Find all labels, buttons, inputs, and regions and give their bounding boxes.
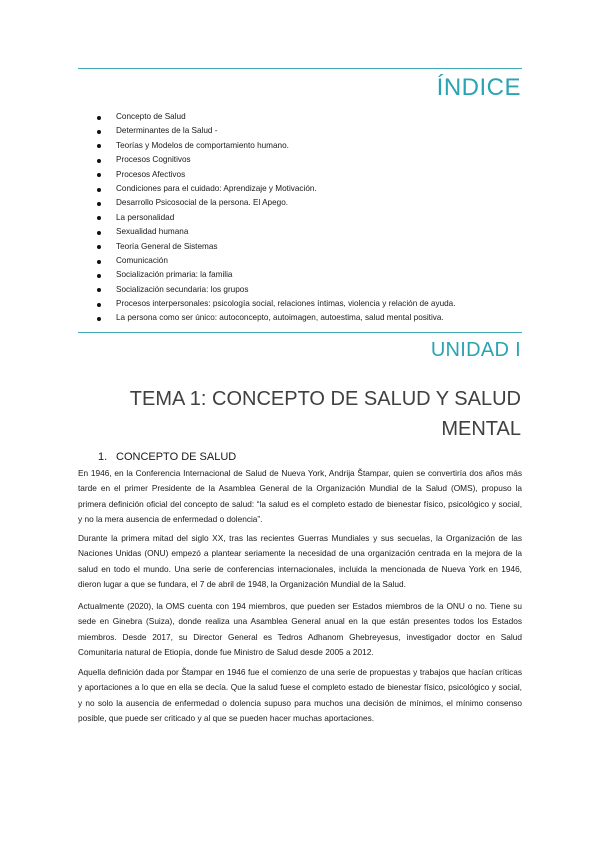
index-item: [96, 240, 526, 254]
index-item-label: Teoría General de Sistemas: [116, 241, 218, 251]
paragraph: Aquella definición dada por Štampar en 1946 fue el comienzo de una serie de propuestas y trabajos que hacían críticas y aportaciones a lo que en ella se decía. Que la salud fuese el completo estado de bienestar físico, psicológico y social, y no solo la ausencia de enfermedad o dolencia supuso para muchos una decisión de mínimos, el mínimo consenso posible, que puede ser criticado y al que se pueden hacer muchas aportaciones.: [78, 667, 522, 724]
index-item: [96, 211, 526, 225]
section-number: 1.: [98, 451, 108, 463]
bullet-icon: [97, 144, 101, 148]
bullet-icon: [97, 317, 101, 321]
index-item-label: Sexualidad humana: [116, 227, 189, 237]
bullet-icon: [97, 231, 101, 235]
index-item-label: Comunicación: [116, 255, 168, 265]
index-item: [96, 254, 526, 268]
index-item: [96, 153, 526, 167]
index-item-label: La persona como ser único: autoconcepto, autoimagen, autoestima, salud mental positiva.: [116, 313, 444, 323]
bullet-icon: [97, 288, 101, 292]
index-item: [96, 124, 526, 138]
index-item-label: Procesos Cognitivos: [116, 155, 191, 165]
index-item: [96, 283, 526, 297]
paragraph: Durante la primera mitad del siglo XX, tras las recientes Guerras Mundiales y sus secuelas, la Organización de las Naciones Unidas (ONU) empezó a plantear seriamente la necesidad de una organización centrada en la mejora de la salud en todo el mundo. Una serie de conferencias internacionales, incluida la mencionada de Nueva York en 1946, dieron lugar a que se fundara, el 7 de abril de 1948, la Organización Mundial de la Salud.: [78, 533, 522, 590]
bullet-icon: [97, 188, 101, 192]
index-item: [96, 110, 526, 124]
index-title: ÍNDICE: [436, 74, 521, 101]
index-item: [96, 311, 526, 325]
index-item: [96, 182, 526, 196]
index-item: [96, 168, 526, 182]
index-list: [96, 110, 526, 326]
bullet-icon: [97, 274, 101, 278]
index-item-label: La personalidad: [116, 212, 175, 222]
index-item-label: Procesos interpersonales: psicología social, relaciones íntimas, violencia y relación de ayuda.: [116, 299, 456, 309]
index-item-label: Condiciones para el cuidado: Aprendizaje y Motivación.: [116, 183, 317, 193]
section-heading-label: CONCEPTO DE SALUD: [116, 451, 237, 463]
bullet-icon: [97, 130, 101, 134]
bullet-icon: [97, 116, 101, 120]
index-item: [96, 196, 526, 210]
bullet-icon: [97, 202, 101, 206]
bullet-icon: [97, 260, 101, 264]
bullet-icon: [97, 216, 101, 220]
index-item-label: Procesos Afectivos: [116, 169, 186, 179]
index-top-rule: [78, 68, 522, 69]
index-item-label: Teorías y Modelos de comportamiento humano.: [116, 140, 289, 150]
bullet-icon: [97, 173, 101, 177]
index-item-label: Determinantes de la Salud -: [116, 126, 218, 136]
index-item-label: Concepto de Salud: [116, 112, 186, 121]
bullet-icon: [97, 159, 101, 163]
bullet-icon: [97, 303, 101, 307]
index-item: [96, 139, 526, 153]
paragraph: En 1946, en la Conferencia Internacional de Salud de Nueva York, Andrija Štampar, quien se convertiría dos años más tarde en el primer Presidente de la Asamblea General de la Organización Mundial de la Salud (OMS), propuso la primera definición oficial del concepto de salud: “la salud es el completo estado de bienestar físico, psicológico y social, y no la mera ausencia de enfermedad o dolencia”.: [78, 468, 522, 525]
index-item: [96, 268, 526, 282]
unit-top-rule: [78, 332, 522, 333]
index-item: [96, 225, 526, 239]
paragraph: Actualmente (2020), la OMS cuenta con 194 miembros, que pueden ser Estados miembros de la ONU o no. Tiene su sede en Ginebra (Suiza), donde realiza una Asamblea General anual en la que están presentes todos los Estados miembros. Desde 2017, su Director General es Tedros Adhanom Ghebreyesus, investigador doctor en Salud Comunitaria natural de Etiopía, donde fue Ministro de Salud desde 2005 a 2012.: [78, 601, 522, 658]
index-item-label: Socialización primaria: la familia: [116, 270, 233, 280]
index-item-label: Desarrollo Psicosocial de la persona. El Apego.: [116, 198, 289, 208]
index-item-label: Socialización secundaria: los grupos: [116, 284, 249, 294]
topic-title: TEMA 1: CONCEPTO DE SALUD Y SALUD MENTAL: [129, 388, 521, 440]
bullet-icon: [97, 245, 101, 249]
section-heading: [98, 451, 236, 463]
index-item: [96, 297, 526, 311]
unit-title: UNIDAD I: [430, 339, 521, 361]
